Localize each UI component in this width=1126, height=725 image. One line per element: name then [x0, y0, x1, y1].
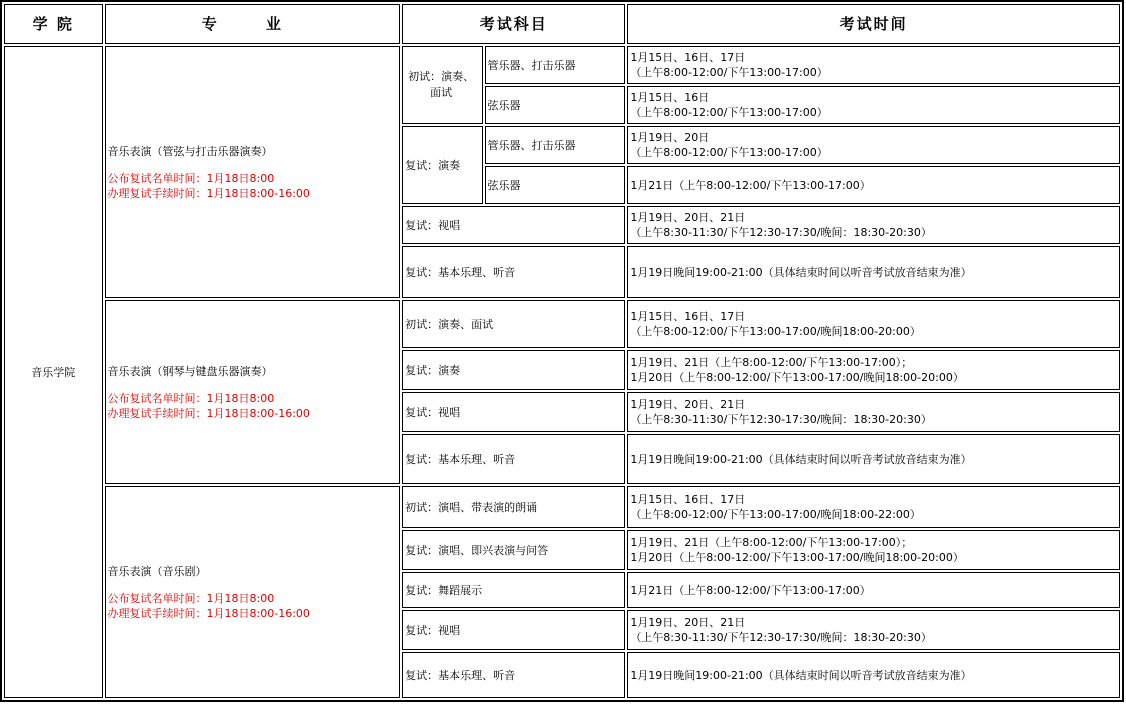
time-line: 1月19日晚间19:00-21:00（具体结束时间以听音考试放音结束为准）	[630, 265, 972, 279]
notice-procedure: 办理复试手续时间：1月18日8:00-16:00	[107, 606, 310, 620]
time-line: 1月15日、16日、17日	[630, 51, 746, 64]
time-line: （上午8:00-12:00/下午13:00-17:00/晚间18:00-22:00）	[630, 508, 921, 521]
time-line: 1月21日（上午8:00-12:00/下午13:00-17:00）	[630, 583, 871, 597]
notice-procedure: 办理复试手续时间：1月18日8:00-16:00	[107, 186, 310, 200]
subject-cell: 复试：基本乐理、听音	[402, 246, 625, 298]
subject-cell: 复试：基本乐理、听音	[402, 434, 625, 484]
time-cell	[627, 166, 1120, 204]
time-cell	[627, 434, 1120, 484]
notice-publish: 公布复试名单时间：1月18日8:00	[107, 391, 275, 405]
time-line: 1月20日（上午8:00-12:00/下午13:00-17:00/晚间18:00-20:00）	[630, 371, 964, 384]
time-line: 1月19日、21日（上午8:00-12:00/下午13:00-17:00）；	[630, 356, 913, 369]
time-line: （上午8:30-11:30/下午12:30-17:30/晚间：18:30-20:30）	[630, 631, 932, 644]
sub-subject-cell: 管乐器、打击乐器	[485, 46, 626, 84]
subject-cell: 复试：舞蹈展示	[402, 572, 625, 608]
notice-publish: 公布复试名单时间：1月18日8:00	[107, 591, 275, 605]
notice-publish: 公布复试名单时间：1月18日8:00	[107, 171, 275, 185]
time-cell	[627, 392, 1120, 432]
time-line: 1月15日、16日、17日	[630, 493, 746, 506]
subject-group-cell: 复试：演奏	[402, 126, 482, 204]
major-name: 音乐表演（钢琴与键盘乐器演奏）	[107, 364, 273, 378]
sub-subject-cell: 弦乐器	[485, 86, 626, 124]
sub-subject-cell: 弦乐器	[485, 166, 626, 204]
header-row	[4, 4, 1120, 44]
time-cell	[627, 46, 1120, 84]
header-subject: 考试科目	[402, 4, 625, 44]
time-cell	[627, 206, 1120, 244]
time-cell	[627, 610, 1120, 650]
time-cell	[627, 652, 1120, 698]
subject-group-cell	[402, 46, 482, 124]
time-line: 1月21日（上午8:00-12:00/下午13:00-17:00）	[630, 178, 871, 192]
time-cell	[627, 572, 1120, 608]
time-line: 1月19日晚间19:00-21:00（具体结束时间以听音考试放音结束为准）	[630, 452, 972, 466]
time-line: 1月19日、21日（上午8:00-12:00/下午13:00-17:00）；	[630, 536, 913, 549]
time-line: （上午8:00-12:00/下午13:00-17:00）	[630, 146, 828, 159]
subject-cell: 复试：演奏	[402, 350, 625, 390]
sub-subject-cell: 管乐器、打击乐器	[485, 126, 626, 164]
time-line: （上午8:00-12:00/下午13:00-17:00）	[630, 66, 828, 79]
table-row	[4, 46, 1120, 84]
time-line: （上午8:30-11:30/下午12:30-17:30/晚间：18:30-20:30）	[630, 226, 932, 239]
major-name: 音乐表演（音乐剧）	[107, 564, 207, 578]
subject-group-label: 初试：演奏、面试	[408, 70, 475, 99]
table-row	[4, 300, 1120, 348]
header-college: 学 院	[4, 4, 103, 44]
time-cell	[627, 486, 1120, 528]
header-major: 专 业	[105, 4, 401, 44]
time-cell	[627, 246, 1120, 298]
notice-procedure: 办理复试手续时间：1月18日8:00-16:00	[107, 406, 310, 420]
time-line: 1月19日、20日、21日	[630, 398, 746, 411]
time-cell	[627, 300, 1120, 348]
header-time: 考试时间	[627, 4, 1120, 44]
time-line: 1月19日、20日、21日	[630, 211, 746, 224]
subject-cell: 复试：视唱	[402, 206, 625, 244]
major-cell	[105, 46, 401, 298]
time-line: （上午8:30-11:30/下午12:30-17:30/晚间：18:30-20:30）	[630, 413, 932, 426]
table-row	[4, 486, 1120, 528]
time-line: （上午8:00-12:00/下午13:00-17:00）	[630, 106, 828, 119]
college-cell: 音乐学院	[4, 46, 103, 698]
time-line: 1月19日、20日、21日	[630, 616, 746, 629]
subject-cell: 初试：演奏、面试	[402, 300, 625, 348]
time-line: 1月15日、16日	[630, 91, 710, 104]
time-line: 1月19日、20日	[630, 131, 710, 144]
time-cell	[627, 86, 1120, 124]
subject-cell: 初试：演唱、带表演的朗诵	[402, 486, 625, 528]
major-name: 音乐表演（管弦与打击乐器演奏）	[107, 144, 273, 158]
major-cell	[105, 300, 401, 484]
subject-cell: 复试：基本乐理、听音	[402, 652, 625, 698]
subject-cell: 复试：视唱	[402, 392, 625, 432]
time-line: 1月20日（上午8:00-12:00/下午13:00-17:00/晚间18:00-20:00）	[630, 551, 964, 564]
time-cell	[627, 530, 1120, 570]
time-line: 1月19日晚间19:00-21:00（具体结束时间以听音考试放音结束为准）	[630, 668, 972, 682]
subject-cell: 复试：视唱	[402, 610, 625, 650]
time-line: 1月15日、16日、17日	[630, 310, 746, 323]
subject-cell: 复试：演唱、即兴表演与问答	[402, 530, 625, 570]
time-cell	[627, 126, 1120, 164]
time-cell	[627, 350, 1120, 390]
time-line: （上午8:00-12:00/下午13:00-17:00/晚间18:00-20:00）	[630, 325, 921, 338]
major-cell	[105, 486, 401, 698]
